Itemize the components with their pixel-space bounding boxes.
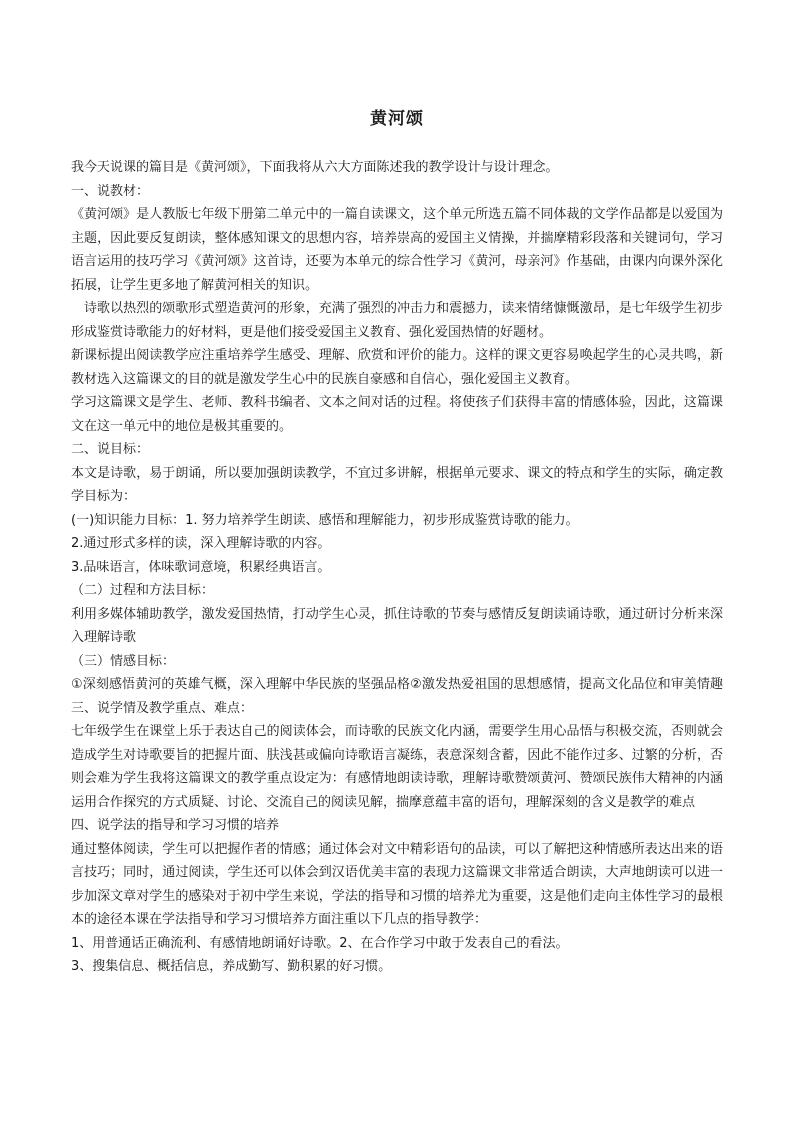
paragraph-goals-intro: 本文是诗歌，易于朗诵，所以要加强朗读教学，不宜过多讲解，根据单元要求、课文的特点和学生的实际，确定教学目标为： [71, 465, 723, 504]
list-item-1-2: 1、用普通话正确流利、有感情地朗诵好诗歌。2、在合作学习中敢于发表自己的看法。 [71, 935, 569, 951]
section-heading-study-methods: 四、说学法的指导和学习习惯的培养 [71, 818, 280, 833]
list-item-3: 3、搜集信息、概括信息，养成勤写、勤积累的好习惯。 [71, 959, 392, 974]
goal-knowledge-1: (一)知识能力目标：1. 努力培养学生朗读、感悟和理解能力，初步形成鉴赏诗歌的能力。 [71, 512, 579, 528]
paragraph-dialogue: 学习这篇课文是学生、老师、教科书编者、文本之间对话的过程。将使孩子们获得丰富的情感体验，因此，这篇课文在这一单元中的地位是极其重要的。 [71, 395, 723, 434]
subheading-process-method: （二）过程和方法目标： [71, 583, 215, 598]
document-body [71, 156, 723, 979]
paragraph-poem-character: 诗歌以热烈的颂歌形式塑造黄河的形象，充满了强烈的冲击力和震撼力，读来情绪慷慨激昂，是七年级学生初步形成鉴赏诗歌能力的好材料，更是他们接受爱国主义教育、强化爱国热情的好题材。 [71, 301, 723, 340]
paragraph-learner-analysis: 七年级学生在课堂上乐于表达自己的阅读体会，而诗歌的民族文化内涵，需要学生用心品悟与积极交流，否则就会造成学生对诗歌要旨的把握片面、肤浅甚或偏向诗歌语言凝练，表意深刻含蓄，因此不能作过多、过繁的分析，否则会难为学生我将这篇课文的教学重点设定为：有感情地朗读诗歌，理解诗歌赞颂黄河、赞颂民族伟大精神的内涵运用合作探究的方式质疑、讨论、交流自己的阅读见解，揣摩意蕴丰富的语句，理解深刻的含义是教学的难点 [71, 724, 723, 810]
section-heading-textbook: 一、说教材： [71, 183, 150, 199]
section-heading-goals: 二、说目标： [71, 442, 150, 457]
paragraph-textbook-overview: 《黄河颂》是人教版七年级下册第二单元中的一篇自读课文，这个单元所选五篇不同体裁的文学作品都是以爱国为主题，因此要反复朗读，整体感知课文的思想内容，培养崇高的爱国主义情操，并揣摩精彩段落和关键词句，学习语言运用的技巧学习《黄河颂》这首诗，还要为本单元的综合性学习《黄河，母亲河》作基础，由课内向课外深化拓展，让学生更多地了解黄河相关的知识。 [71, 207, 723, 293]
goal-knowledge-2: 2.通过形式多样的读，深入理解诗歌的内容。 [71, 536, 331, 551]
goal-knowledge-3: 3.品味语言，体味歌词意境，积累经典语言。 [71, 559, 331, 575]
paragraph-emotion-goals: ①深刻感悟黄河的英雄气概，深入理解中华民族的坚强品格②激发热爱祖国的思想感情，提高文化品位和审美情趣三、说学情及教学重点、难点： [71, 677, 723, 716]
subheading-emotion: （三）情感目标： [71, 653, 176, 669]
intro-paragraph: 我今天说课的篇目是《黄河颂》，下面我将从六大方面陈述我的教学设计与设计理念。 [71, 160, 559, 175]
paragraph-curriculum: 新课标提出阅读教学应注重培养学生感受、理解、欣赏和评价的能力。这样的课文更容易唤起学生的心灵共鸣，新教材选入这篇课文的目的就是激发学生心中的民族自豪感和自信心，强化爱国主义教育。 [71, 348, 723, 387]
paragraph-process-method: 利用多媒体辅助教学，激发爱国热情，打动学生心灵，抓住诗歌的节奏与感情反复朗读诵诗歌，通过研讨分析来深入理解诗歌 [71, 606, 723, 645]
paragraph-study-methods: 通过整体阅读，学生可以把握作者的情感；通过体会对文中精彩语句的品读，可以了解把这种情感所表达出来的语言技巧；同时，通过阅读，学生还可以体会到汉语优美丰富的表现力这篇课文非常适合朗读，大声地朗读可以进一步加深文章对学生的感染对于初中学生来说，学法的指导和习惯的培养尤为重要，这是他们走向主体性学习的最根本的途径本课在学法指导和学习习惯培养方面注重以下几点的指导教学： [71, 841, 723, 927]
page-title: 黄河颂 [370, 109, 424, 129]
